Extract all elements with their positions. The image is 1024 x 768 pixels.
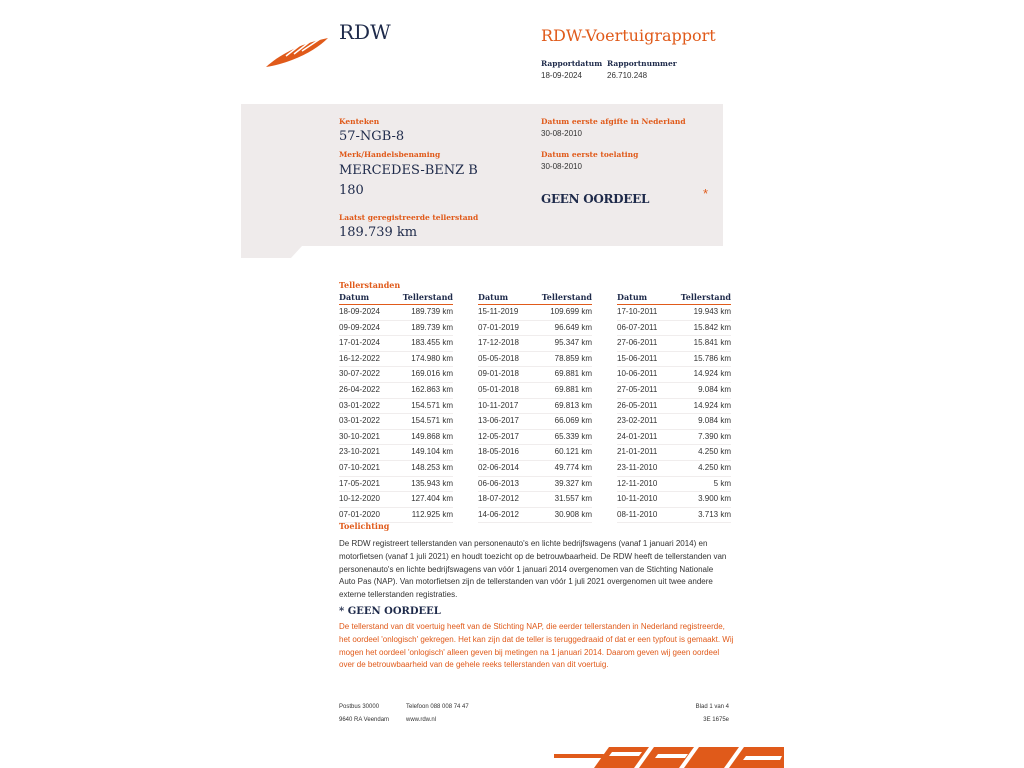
reading-date: 14-06-2012: [478, 509, 519, 519]
readings-header: [339, 292, 453, 305]
reading-row: [617, 305, 731, 321]
reading-value: 162.863 km: [411, 384, 453, 394]
plate-label: Kenteken: [339, 117, 380, 126]
reading-row: [339, 336, 453, 352]
verdict-explanation-title: * GEEN OORDEEL: [339, 606, 441, 617]
explanation-body: De RDW registreert tellerstanden van personenauto's en lichte bedrijfswagens (vanaf 1 januari 2014) en motorfietsen (vanaf 1 juli 2021) en houdt toezicht op de betrouwbaarheid. De RDW heeft de tellerstanden van personenauto's en lichte bedrijfswagens van vóór 1 januari 2014 overgenomen van de Stichting Nationale Auto Pas (NAP). Van motorfietsen zijn de tellerstanden van vóór 1 juli 2021 overgenomen uit twee andere externe tellerstanden registraties.: [339, 539, 727, 600]
footer-city: 9640 RA Veendam: [339, 717, 390, 723]
reading-value: 127.404 km: [411, 494, 453, 504]
reading-row: [339, 461, 453, 477]
reading-row: [617, 383, 731, 399]
reading-row: [617, 414, 731, 430]
odometer-value: 189.739 km: [339, 225, 418, 240]
reading-value: 3.900 km: [698, 494, 731, 504]
reading-row: [478, 492, 592, 508]
reading-date: 07-10-2021: [339, 462, 380, 472]
reading-row: [339, 399, 453, 415]
reading-date: 03-01-2022: [339, 416, 380, 426]
reading-date: 17-12-2018: [478, 338, 519, 348]
reading-row: [478, 367, 592, 383]
reading-date: 27-05-2011: [617, 384, 658, 394]
reading-date: 07-01-2019: [478, 322, 519, 332]
reading-value: 135.943 km: [411, 478, 453, 488]
readings-header: [617, 292, 731, 305]
reading-value: 15.786 km: [693, 353, 731, 363]
first-nl-value: 30-08-2010: [541, 129, 582, 138]
reading-date: 06-07-2011: [617, 322, 658, 332]
reading-row: [478, 461, 592, 477]
reading-date: 12-11-2010: [617, 478, 658, 488]
readings-title: Tellerstanden: [339, 280, 401, 290]
reading-row: [339, 492, 453, 508]
reading-row: [478, 383, 592, 399]
reading-date: 18-09-2024: [339, 307, 380, 316]
reading-value: 7.390 km: [698, 431, 731, 441]
reading-value: 3.713 km: [698, 509, 731, 519]
reading-date: 10-12-2020: [339, 494, 380, 504]
reading-value: 109.699 km: [550, 307, 592, 316]
reading-date: 06-06-2013: [478, 478, 519, 488]
plate-value: 57-NGB-8: [339, 129, 405, 144]
reading-row: [339, 321, 453, 337]
footer-phone: Telefoon 088 008 74 47: [406, 704, 469, 710]
date-header: Datum: [617, 292, 648, 302]
report-title: RDW-Voertuigrapport: [541, 26, 716, 45]
reading-row: [617, 399, 731, 415]
make-value-line1: MERCEDES-BENZ B: [339, 163, 478, 178]
reading-date: 17-10-2011: [617, 307, 658, 316]
reading-row: [478, 430, 592, 446]
reading-value: 154.571 km: [411, 400, 453, 410]
reading-date: 26-04-2022: [339, 384, 380, 394]
reading-row: [478, 508, 592, 524]
reading-value: 69.881 km: [554, 369, 592, 379]
reading-row: [478, 352, 592, 368]
reading-value: 15.842 km: [693, 322, 731, 332]
reading-row: [478, 305, 592, 321]
reading-date: 02-06-2014: [478, 462, 519, 472]
value-header: Tellerstand: [541, 292, 592, 302]
reading-value: 112.925 km: [411, 509, 453, 519]
reading-row: [617, 430, 731, 446]
report-number-label: Rapportnummer: [607, 59, 677, 68]
make-value-line2: 180: [339, 183, 364, 198]
reading-row: [617, 445, 731, 461]
reading-row: [339, 352, 453, 368]
reading-row: [339, 430, 453, 446]
reading-value: 189.739 km: [411, 322, 453, 332]
readings-column-2: [478, 292, 592, 523]
reading-date: 23-10-2021: [339, 447, 380, 457]
reading-date: 27-06-2011: [617, 338, 658, 348]
reading-value: 15.841 km: [693, 338, 731, 348]
verdict-explanation-body: De tellerstand van dit voertuig heeft van de Stichting NAP, die eerder tellerstanden in Nederland registreerde, het oordeel 'onlogisch' gekregen. Het kan zijn dat de teller is teruggedraaid of dat er een typfout is gemaakt. Wij mogen het oordeel 'onlogisch' alleen geven bij metingen na 1 januari 2014. Daarom geven wij geen oordeel over de betrouwbaarheid van de gehele reeks tellerstanden van dit voertuig.: [339, 622, 734, 670]
reading-row: [339, 445, 453, 461]
reading-row: [339, 477, 453, 493]
reading-value: 149.868 km: [411, 431, 453, 441]
reading-date: 24-01-2011: [617, 431, 658, 441]
reading-date: 21-01-2011: [617, 447, 658, 457]
reading-value: 148.253 km: [411, 462, 453, 472]
reading-date: 05-05-2018: [478, 353, 519, 363]
reading-row: [617, 321, 731, 337]
date-header: Datum: [339, 292, 370, 302]
reading-date: 15-06-2011: [617, 353, 658, 363]
reading-value: 154.571 km: [411, 416, 453, 426]
reading-value: 69.881 km: [554, 384, 592, 394]
reading-value: 14.924 km: [693, 400, 731, 410]
reading-value: 9.084 km: [698, 416, 731, 426]
reading-value: 78.859 km: [554, 353, 592, 363]
reading-date: 08-11-2010: [617, 509, 658, 519]
verdict-star-mark: *: [703, 186, 709, 201]
reading-value: 5 km: [713, 478, 731, 488]
reading-date: 17-05-2021: [339, 478, 380, 488]
reading-date: 10-06-2011: [617, 369, 658, 379]
reading-value: 4.250 km: [698, 462, 731, 472]
reading-date: 10-11-2017: [478, 400, 519, 410]
readings-header: [478, 292, 592, 305]
reading-date: 16-12-2022: [339, 353, 380, 363]
brand-name: RDW: [339, 20, 391, 44]
first-nl-label: Datum eerste afgifte in Nederland: [541, 117, 686, 126]
reading-value: 4.250 km: [698, 447, 731, 457]
reading-date: 18-07-2012: [478, 494, 519, 504]
reading-value: 31.557 km: [554, 494, 592, 504]
report-number: 26.710.248: [607, 71, 648, 80]
reading-value: 19.943 km: [693, 307, 731, 316]
reading-date: 10-11-2010: [617, 494, 658, 504]
reading-date: 18-05-2016: [478, 447, 519, 457]
reading-row: [617, 508, 731, 524]
reading-value: 60.121 km: [554, 447, 592, 457]
reading-value: 169.016 km: [411, 369, 453, 379]
explanation-title: Toelichting: [339, 521, 390, 531]
decorative-stripes-icon: [554, 744, 784, 768]
reading-row: [478, 477, 592, 493]
value-header: Tellerstand: [402, 292, 453, 302]
reading-date: 26-05-2011: [617, 400, 658, 410]
reading-row: [478, 321, 592, 337]
vehicle-summary-panel: [241, 104, 723, 258]
verdict-label: GEEN OORDEEL: [541, 192, 650, 206]
reading-date: 30-07-2022: [339, 369, 380, 379]
odometer-label: Laatst geregistreerde tellerstand: [339, 213, 479, 222]
reading-date: 30-10-2021: [339, 431, 380, 441]
readings-column-3: [617, 292, 731, 523]
reading-date: 09-01-2018: [478, 369, 519, 379]
footer-web: www.rdw.nl: [406, 717, 437, 723]
reading-date: 23-02-2011: [617, 416, 658, 426]
report-date-label: Rapportdatum: [541, 59, 603, 68]
reading-row: [339, 414, 453, 430]
reading-date: 23-11-2010: [617, 462, 658, 472]
reading-value: 30.908 km: [554, 509, 592, 519]
footer-page: Blad 1 van 4: [695, 704, 729, 710]
reading-row: [478, 336, 592, 352]
reading-row: [339, 305, 453, 321]
reading-row: [478, 414, 592, 430]
report-date: 18-09-2024: [541, 71, 582, 80]
reading-value: 96.649 km: [554, 322, 592, 332]
reading-date: 03-01-2022: [339, 400, 380, 410]
reading-value: 39.327 km: [554, 478, 592, 488]
rdw-logo-icon: [264, 34, 330, 70]
footer-postbus: Postbus 30000: [339, 704, 380, 710]
reading-date: 09-09-2024: [339, 322, 380, 332]
value-header: Tellerstand: [680, 292, 731, 302]
reading-date: 12-05-2017: [478, 431, 519, 441]
reading-value: 183.455 km: [411, 338, 453, 348]
reading-row: [339, 367, 453, 383]
first-admission-value: 30-08-2010: [541, 162, 582, 171]
reading-value: 69.813 km: [554, 400, 592, 410]
reading-row: [617, 352, 731, 368]
reading-date: 17-01-2024: [339, 338, 380, 348]
reading-row: [617, 336, 731, 352]
reading-value: 95.347 km: [554, 338, 592, 348]
reading-value: 9.084 km: [698, 384, 731, 394]
reading-date: 05-01-2018: [478, 384, 519, 394]
date-header: Datum: [478, 292, 509, 302]
reading-row: [478, 445, 592, 461]
reading-value: 174.980 km: [411, 353, 453, 363]
footer-code: 3E 1675e: [703, 717, 729, 723]
reading-value: 65.339 km: [554, 431, 592, 441]
reading-row: [617, 492, 731, 508]
reading-row: [617, 461, 731, 477]
reading-row: [617, 477, 731, 493]
reading-date: 13-06-2017: [478, 416, 519, 426]
reading-row: [339, 383, 453, 399]
reading-date: 15-11-2019: [478, 307, 519, 316]
reading-row: [478, 399, 592, 415]
reading-date: 07-01-2020: [339, 509, 380, 519]
readings-column-1: [339, 292, 453, 523]
reading-value: 189.739 km: [411, 307, 453, 316]
reading-row: [617, 367, 731, 383]
reading-value: 14.924 km: [693, 369, 731, 379]
first-admission-label: Datum eerste toelating: [541, 150, 639, 159]
make-label: Merk/Handelsbenaming: [339, 150, 441, 159]
reading-value: 149.104 km: [411, 447, 453, 457]
reading-value: 66.069 km: [554, 416, 592, 426]
reading-value: 49.774 km: [554, 462, 592, 472]
